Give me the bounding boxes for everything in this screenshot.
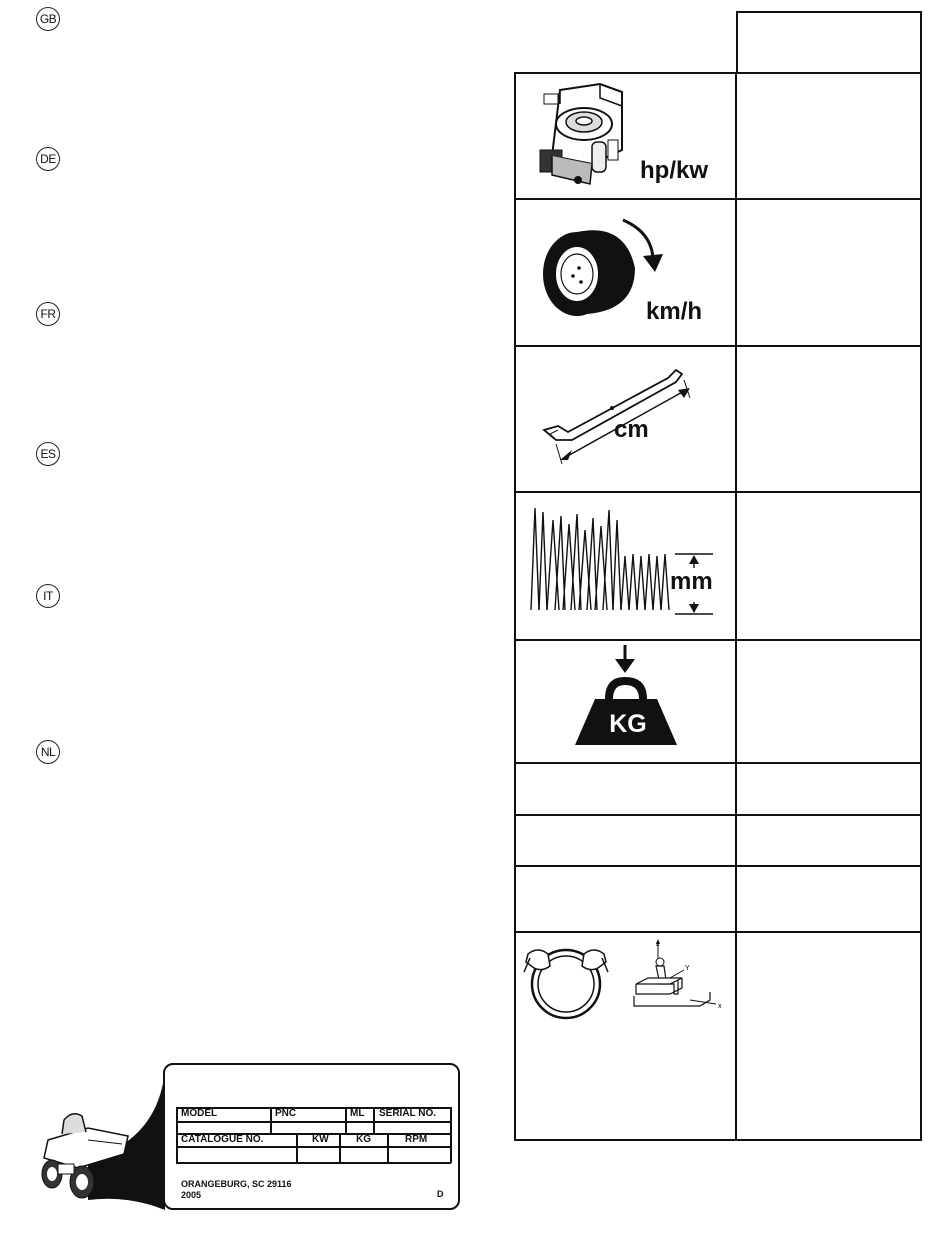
- speed-unit-label: km/h: [646, 298, 703, 325]
- label-model-header: MODEL: [181, 1108, 218, 1119]
- column-divider: [735, 72, 737, 1141]
- label-rpm-header: RPM: [405, 1134, 428, 1145]
- axis-y-label: Y: [685, 965, 690, 972]
- power-unit-label: hp/kw: [640, 157, 709, 184]
- lang-badge-es: ES: [36, 442, 60, 466]
- cut-height-unit-label: mm: [670, 568, 713, 595]
- lang-badge-gb: GB: [36, 7, 60, 31]
- label-pnc-header: PNC: [275, 1108, 297, 1119]
- label-kg-header: KG: [356, 1134, 371, 1145]
- engine-icon: [530, 80, 640, 192]
- label-ml-header: ML: [350, 1108, 365, 1119]
- row-divider: [514, 865, 922, 867]
- cut-width-unit-label: cm: [614, 416, 649, 443]
- axis-x-label: x: [718, 1003, 722, 1010]
- label-address: ORANGEBURG, SC 29116: [181, 1179, 292, 1189]
- label-serial-header: SERIAL NO.: [379, 1108, 437, 1119]
- label-catalogue-header: CATALOGUE NO.: [181, 1134, 264, 1145]
- row-divider: [514, 762, 922, 764]
- lang-badge-nl: NL: [36, 740, 60, 764]
- lang-badge-de: DE: [36, 147, 60, 171]
- hand-vibration-icon: [520, 942, 612, 1022]
- row-divider: [514, 639, 922, 641]
- lang-badge-fr: FR: [36, 302, 60, 326]
- label-kw-header: KW: [312, 1134, 329, 1145]
- rating-plate-label: [163, 1063, 460, 1210]
- axis-z-label: z: [656, 941, 660, 948]
- row-divider: [514, 345, 922, 347]
- row-divider: [514, 491, 922, 493]
- row-divider: [514, 198, 922, 200]
- row-divider: [514, 814, 922, 816]
- row-divider: [514, 931, 922, 933]
- weight-unit-label: KG: [609, 710, 647, 738]
- label-year: 2005: [181, 1190, 202, 1200]
- blade-width-icon: [538, 360, 698, 470]
- lang-badge-it: IT: [36, 584, 60, 608]
- seated-vibration-icon: [630, 938, 730, 1013]
- cutting-height-icon: [525, 500, 725, 625]
- label-mark: D: [437, 1189, 444, 1199]
- spec-header-cell: [736, 11, 922, 74]
